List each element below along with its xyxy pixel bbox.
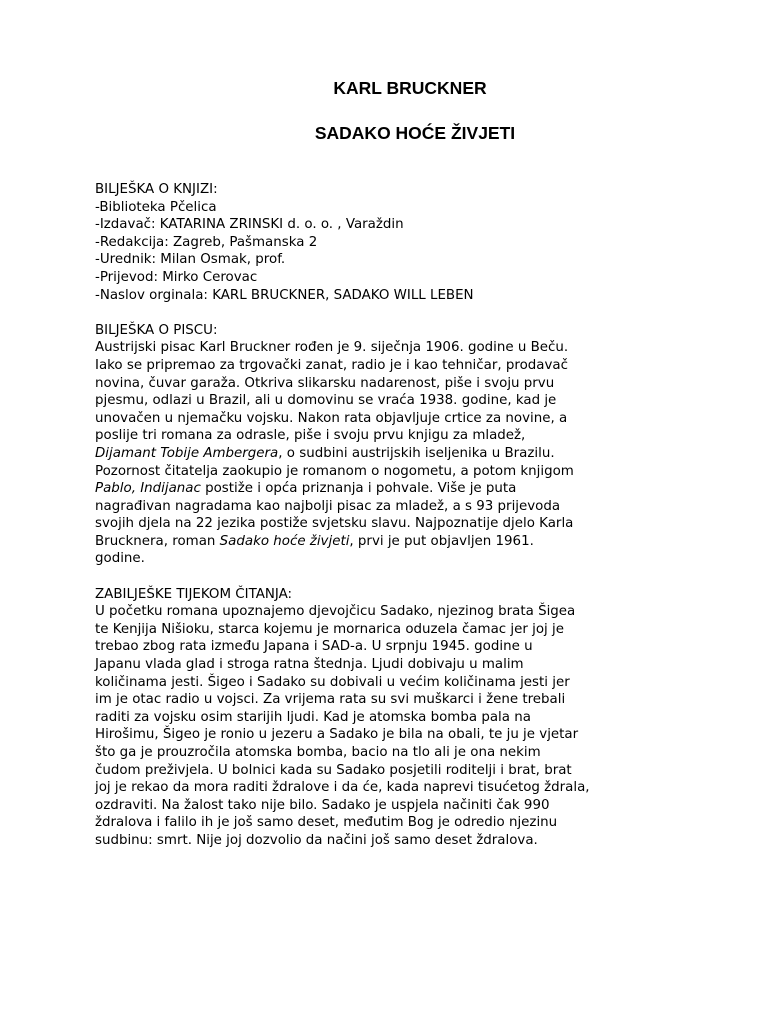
book-title-italic: Pablo, Indijanac bbox=[95, 481, 201, 497]
author-note-text: postiže i opća priznanja i pohvale. Više je puta bbox=[200, 481, 517, 497]
book-note-item: -Redakcija: Zagreb, Pašmanska 2 bbox=[95, 234, 318, 250]
author-note-line: novina, čuvar garaža. Otkriva slikarsku nadarenost, piše i svoju prvu bbox=[95, 375, 555, 391]
reading-notes-line: trebao zbog rata između Japana i SAD-a. U srpnju 1945. godine u bbox=[95, 639, 533, 655]
author-note-line: Iako se pripremao za trgovački zanat, radio je i kao tehničar, prodavač bbox=[95, 357, 568, 373]
author-note-line bbox=[95, 445, 735, 463]
reading-notes-line: što ga je prouzročila atomska bomba, bacio na tlo ali je ona nekim bbox=[95, 745, 541, 760]
reading-notes-line: te Kenjija Nišioku, starca kojemu je mornarica oduzela čamac jer joj je bbox=[95, 621, 564, 637]
author-note-line: Austrijski pisac Karl Bruckner rođen je 9. siječnja 1906. godine u Beču. bbox=[95, 340, 569, 356]
reading-notes-section bbox=[95, 586, 735, 850]
author-note-line: svojih djela na 22 jezika postiže svjetsku slavu. Najpoznatije djelo Karla bbox=[95, 516, 574, 532]
author-note-line bbox=[95, 480, 735, 498]
author-note-text: Brucknera, roman bbox=[95, 533, 220, 549]
reading-notes-line: količinama jesti. Šigeo i Sadako su dobivali u većim količinama jesti jer bbox=[95, 674, 570, 690]
reading-notes-line: čudom preživjela. U bolnici kada su Sadako posjetili roditelji i brat, brat bbox=[95, 762, 572, 778]
reading-notes-line: joj je rekao da mora raditi ždralove i da će, kada naprevi tisućetog ždrala, bbox=[95, 780, 590, 796]
reading-notes-heading: ZABILJEŠKE TIJEKOM ČITANJA: bbox=[95, 586, 293, 602]
document-page bbox=[95, 78, 735, 850]
book-title-italic: Dijamant Tobije Ambergera bbox=[95, 445, 279, 461]
book-note-item: -Biblioteka Pčelica bbox=[95, 199, 217, 215]
author-note-text: , prvi je put objavljen 1961. bbox=[349, 533, 534, 549]
reading-notes-line: U početku romana upoznajemo djevojčicu Sadako, njezinog brata Šigea bbox=[95, 604, 576, 620]
book-note-item: -Urednik: Milan Osmak, prof. bbox=[95, 252, 286, 268]
author-note-line: unovačen u njemačku vojsku. Nakon rata objavljuje crtice za novine, a bbox=[95, 410, 568, 426]
reading-notes-line: ždralova i falilo ih je još samo deset, međutim Bog je odredio njezinu bbox=[95, 815, 558, 831]
book-note-item: -Izdavač: KATARINA ZRINSKI d. o. o. , Varaždin bbox=[95, 217, 404, 233]
author-note-line: Pozornost čitatelja zaokupio je romanom o nogometu, a potom knjigom bbox=[95, 463, 574, 479]
author-note-line bbox=[95, 533, 735, 551]
reading-notes-line: ozdraviti. Na žalost tako nije bilo. Sadako je uspjela načiniti čak 990 bbox=[95, 797, 550, 813]
book-note-item: -Prijevod: Mirko Cerovac bbox=[95, 269, 258, 285]
reading-notes-line: raditi za vojsku osim starijih ljudi. Kad je atomska bomba pala na bbox=[95, 709, 531, 725]
author-note-line: poslije tri romana za odrasle, piše i svoju prvu knjigu za mladež, bbox=[95, 428, 526, 444]
author-note-line: godine. bbox=[95, 551, 145, 567]
reading-notes-line: im je otac radio u vojsci. Za vrijema rata su svi muškarci i žene trebali bbox=[95, 692, 566, 708]
book-title-italic: Sadako hoće živjeti bbox=[219, 533, 350, 549]
author-note-line: pjesmu, odlazi u Brazil, ali u domovinu se vraća 1938. godine, kad je bbox=[95, 393, 557, 409]
book-note-heading: BILJEŠKA O KNJIZI: bbox=[95, 182, 218, 197]
reading-notes-line: Japanu vlada glad i stroga ratna štednja. Ljudi dobivaju u malim bbox=[95, 657, 524, 673]
author-note-section bbox=[95, 322, 735, 568]
book-note-item: -Naslov orginala: KARL BRUCKNER, SADAKO WILL LEBEN bbox=[95, 287, 474, 303]
author-note-text: , o sudbini austrijskih iseljenika u Brazilu. bbox=[278, 445, 555, 461]
author-title: KARL BRUCKNER bbox=[333, 78, 487, 98]
reading-notes-line: Hirošimu, Šigeo je ronio u jezeru a Sadako je bila na obali, te ju je vjetar bbox=[95, 727, 579, 743]
reading-notes-line: sudbinu: smrt. Nije joj dozvolio da načini još samo deset ždralova. bbox=[95, 832, 538, 848]
author-note-line: nagrađivan nagradama kao najbolji pisac za mladež, a s 93 prijevoda bbox=[95, 498, 561, 514]
book-note-section bbox=[95, 181, 735, 304]
author-note-heading: BILJEŠKA O PISCU: bbox=[95, 322, 218, 338]
book-title: SADAKO HOĆE ŽIVJETI bbox=[314, 123, 516, 143]
